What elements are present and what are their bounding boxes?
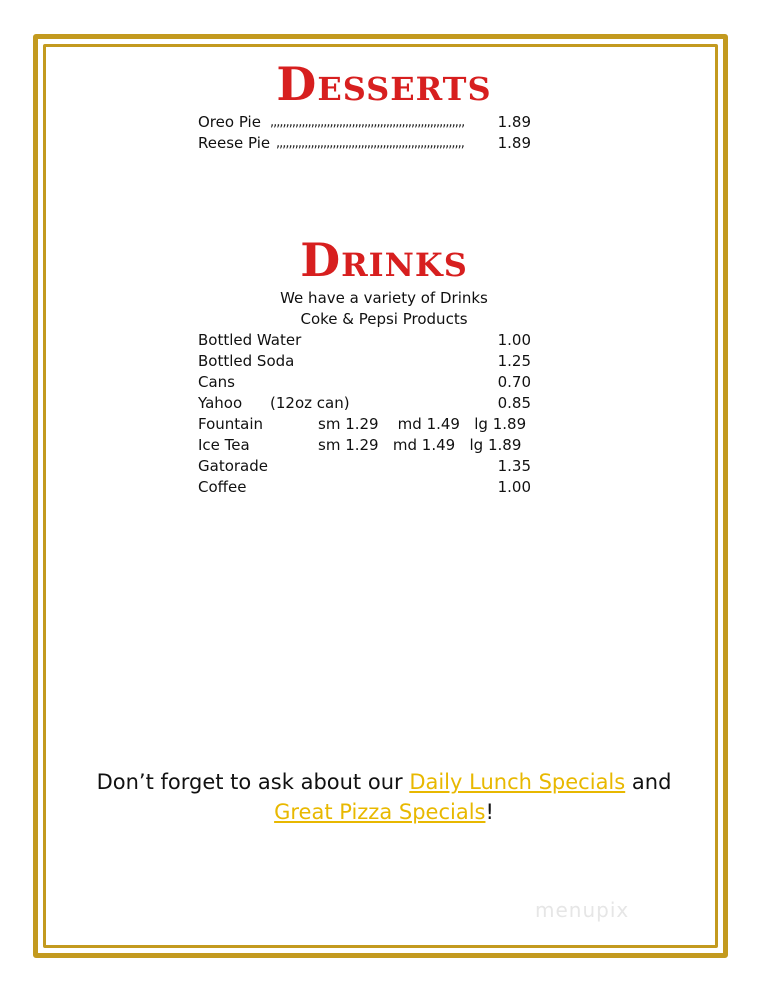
menu-item-cans <box>198 372 531 393</box>
great-pizza-specials-link[interactable]: Great Pizza Specials <box>274 800 486 824</box>
closing-line-1 <box>0 767 768 797</box>
daily-lunch-specials-link[interactable]: Daily Lunch Specials <box>409 770 626 794</box>
item-size-prices: sm 1.29 md 1.49 lg 1.89 <box>318 415 527 433</box>
closing-text: Don’t forget to ask about our <box>96 770 410 794</box>
menu-item-reese-pie <box>198 133 531 154</box>
closing-line-2 <box>0 797 768 827</box>
item-name: Bottled Soda <box>198 352 295 370</box>
menu-item-coffee <box>198 477 531 498</box>
menupix-watermark: menupix <box>535 898 630 922</box>
item-name: Bottled Water <box>198 331 302 349</box>
item-price: 1.00 <box>497 478 531 496</box>
item-leader-dots: ,,,,,,,,,,,,,,,,,,,,,,,,,,,,,,,,,,,,,,,,,,,,,,,,,,,,,,,,,,,, <box>276 136 464 151</box>
menu-item-fountain <box>198 414 531 435</box>
item-leader-dots: ,,,,,,,,,,,,,,,,,,,,,,,,,,,,,,,,,,,,,,,,,,,,,,,,,,,,,,,,,,,,,, <box>270 115 465 130</box>
item-name: Cans <box>198 373 235 391</box>
item-price: 0.70 <box>497 373 531 391</box>
item-name: Fountain <box>198 415 264 433</box>
closing-text: ! <box>485 800 494 824</box>
desserts-title: Desserts <box>276 57 492 111</box>
menu-item-oreo-pie <box>198 112 531 133</box>
item-name: Oreo Pie <box>198 113 261 131</box>
drinks-intro-line-1: We have a variety of Drinks <box>280 289 488 307</box>
item-name: Coffee <box>198 478 247 496</box>
drinks-intro-line-2: Coke & Pepsi Products <box>300 310 468 328</box>
item-price: 1.35 <box>497 457 531 475</box>
menu-item-bottled-water <box>198 330 531 351</box>
item-price: 1.89 <box>497 113 531 131</box>
item-price: 1.25 <box>497 352 531 370</box>
item-note: (12oz can) <box>270 394 350 412</box>
item-name: Ice Tea <box>198 436 250 454</box>
menu-item-yahoo <box>198 393 531 414</box>
drinks-title: Drinks <box>300 233 468 287</box>
closing-text: and <box>625 770 672 794</box>
item-price: 1.00 <box>497 331 531 349</box>
item-price: 0.85 <box>497 394 531 412</box>
item-price: 1.89 <box>497 134 531 152</box>
menu-item-ice-tea <box>198 435 531 456</box>
menu-item-bottled-soda <box>198 351 531 372</box>
menu-item-gatorade <box>198 456 531 477</box>
item-name: Yahoo <box>198 394 243 412</box>
item-size-prices: sm 1.29 md 1.49 lg 1.89 <box>318 436 522 454</box>
item-name: Reese Pie <box>198 134 271 152</box>
item-name: Gatorade <box>198 457 268 475</box>
